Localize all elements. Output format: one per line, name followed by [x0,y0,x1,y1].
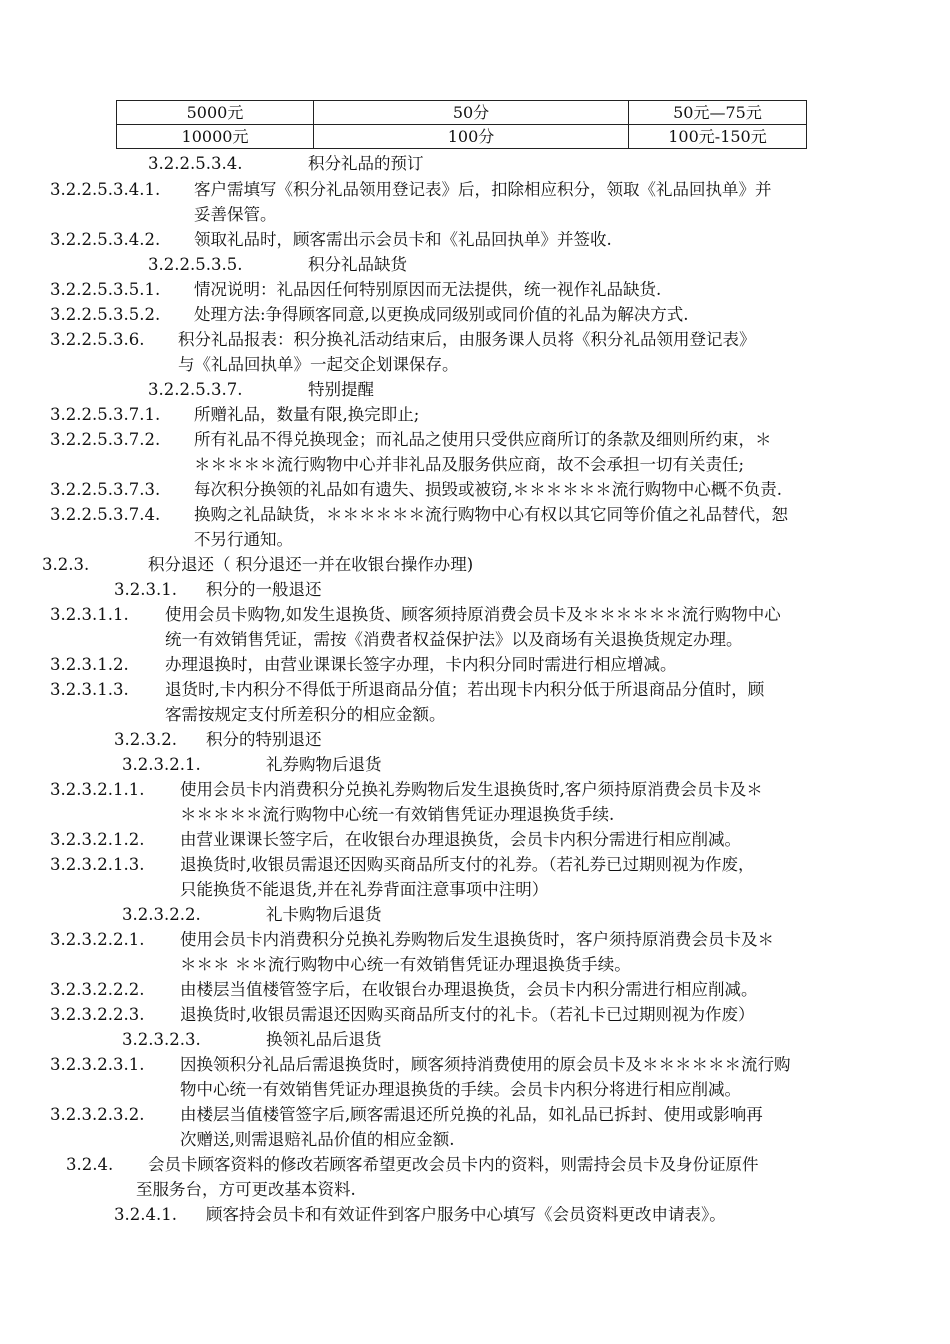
item-text: 由楼层当值楼管签字后,顾客需退还所兑换的礼品，如礼品已拆封、使用或影响再 [180,1105,763,1124]
item-number: 3.2.3.1.1. [50,605,129,624]
item-text: 每次积分换领的礼品如有遗失、损毁或被窃,＊＊＊＊＊＊流行购物中心概不负责. [194,480,782,499]
item-text: 退换货时,收银员需退还因购买商品所支付的礼券。（若礼券已过期则视为作废， [180,855,755,874]
item-number: 3.2.3.1.3. [50,680,129,699]
section-title: 积分礼品缺货 [308,255,407,274]
item-continuation: 只能换货不能退货,并在礼券背面注意事项中注明） [180,880,549,899]
item-number: 3.2.2.5.3.5.2. [50,305,161,324]
table-row [117,125,807,149]
item-number: 3.2.3.2.2.1. [50,930,145,949]
item-continuation: 统一有效销售凭证，需按《消费者权益保护法》以及商场有关退换货规定办理。 [165,630,743,649]
item-continuation: ＊＊＊ ＊＊流行购物中心统一有效销售凭证办理退换货手续。 [180,955,631,974]
section-title: 特别提醒 [308,380,374,399]
item-text: 退换货时,收银员需退还因购买商品所支付的礼卡。（若礼卡已过期则视为作废） [180,1005,755,1024]
section-number: 3.2.3.2. [114,730,177,749]
item-number: 3.2.3.1.2. [50,655,129,674]
item-number: 3.2.3.2.1.3. [50,855,145,874]
item-text: 情况说明：礼品因任何特别原因而无法提供，统一视作礼品缺货. [194,280,662,299]
table-cell: 10000元 [117,125,314,149]
item-continuation: 物中心统一有效销售凭证办理退换货的手续。会员卡内积分将进行相应削减。 [180,1080,741,1099]
section-title: 礼卡购物后退货 [266,905,382,924]
table-cell: 50元—75元 [629,101,807,125]
section-number: 3.2.3. [42,555,90,574]
item-continuation: 客需按规定支付所差积分的相应金额。 [165,705,446,724]
item-number: 3.2.2.5.3.5.1. [50,280,161,299]
section-number: 3.2.3.2.2. [122,905,201,924]
item-text: 所有礼品不得兑换现金；而礼品之使用只受供应商所订的条款及细则所约束，＊ [194,430,772,449]
item-text: 所赠礼品，数量有限,换完即止; [194,405,420,424]
item-text: 处理方法:争得顾客同意,以更换成同级别或同价值的礼品为解决方式. [194,305,689,324]
item-continuation: 妥善保管。 [194,205,277,224]
section-title: 换领礼品后退货 [266,1030,382,1049]
item-text: 由楼层当值楼管签字后，在收银台办理退换货，会员卡内积分需进行相应削减。 [180,980,758,999]
item-continuation: ＊＊＊＊＊流行购物中心统一有效销售凭证办理退换货手续. [180,805,615,824]
item-number: 3.2.2.5.3.7.3. [50,480,161,499]
section-title: 顾客持会员卡和有效证件到客户服务中心填写《会员资料更改申请表》。 [206,1205,726,1224]
table-row [117,101,807,125]
section-title: 积分礼品的预订 [308,154,424,173]
item-number: 3.2.2.5.3.4.2. [50,230,161,249]
table-cell: 50分 [314,101,629,125]
table-cell: 100元-150元 [629,125,807,149]
item-text: 换购之礼品缺货，＊＊＊＊＊＊流行购物中心有权以其它同等价值之礼品替代，恕 [194,505,788,524]
item-number: 3.2.2.5.3.7.2. [50,430,161,449]
section-number: 3.2.4.1. [114,1205,177,1224]
item-number: 3.2.3.2.3.1. [50,1055,145,1074]
section-title: 会员卡顾客资料的修改若顾客希望更改会员卡内的资料，则需持会员卡及身份证原件 [148,1155,759,1174]
points-gift-table [116,100,807,149]
item-number: 3.2.2.5.3.7.1. [50,405,161,424]
section-number: 3.2.2.5.3.7. [148,380,243,399]
section-number: 3.2.2.5.3.5. [148,255,243,274]
item-continuation: 次赠送,则需退赔礼品价值的相应金额. [180,1130,455,1149]
section-number: 3.2.4. [66,1155,114,1174]
item-number: 3.2.3.2.2.2. [50,980,145,999]
item-text: 客户需填写《积分礼品领用登记表》后，扣除相应积分，领取《礼品回执单》并 [194,180,772,199]
item-number: 3.2.2.5.3.4.1. [50,180,161,199]
section-title: 积分的一般退还 [206,580,322,599]
item-text: 使用会员卡内消费积分兑换礼券购物后发生退换货时,客户须持原消费会员卡及＊ [180,780,763,799]
item-number: 3.2.2.5.3.6. [50,330,145,349]
section-title: 积分退还（ 积分退还一并在收银台操作办理) [148,555,474,574]
item-number: 3.2.2.5.3.7.4. [50,505,161,524]
section-title: 礼券购物后退货 [266,755,382,774]
item-text: 领取礼品时，顾客需出示会员卡和《礼品回执单》并签收. [194,230,612,249]
item-continuation: ＊＊＊＊＊流行购物中心并非礼品及服务供应商，故不会承担一切有关责任; [194,455,745,474]
item-continuation: 不另行通知。 [194,530,293,549]
item-number: 3.2.3.2.1.1. [50,780,145,799]
item-text: 由营业课课长签字后，在收银台办理退换货，会员卡内积分需进行相应削减。 [180,830,741,849]
section-number: 3.2.3.1. [114,580,177,599]
section-title: 积分的特别退还 [206,730,322,749]
item-text: 退货时,卡内积分不得低于所退商品分值；若出现卡内积分低于所退商品分值时，顾 [165,680,765,699]
item-text: 因换领积分礼品后需退换货时，顾客须持消费使用的原会员卡及＊＊＊＊＊＊流行购 [180,1055,791,1074]
item-text: 办理退换时，由营业课课长签字办理，卡内积分同时需进行相应增减。 [165,655,677,674]
table-cell: 100分 [314,125,629,149]
item-number: 3.2.3.2.2.3. [50,1005,145,1024]
section-number: 3.2.3.2.1. [122,755,201,774]
item-text: 积分礼品报表：积分换礼活动结束后，由服务课人员将《积分礼品领用登记表》 [178,330,756,349]
item-number: 3.2.3.2.3.2. [50,1105,145,1124]
item-continuation: 至服务台，方可更改基本资料. [136,1180,356,1199]
section-number: 3.2.3.2.3. [122,1030,201,1049]
section-number: 3.2.2.5.3.4. [148,154,243,173]
table-cell: 5000元 [117,101,314,125]
item-text: 使用会员卡购物,如发生退换货、顾客须持原消费会员卡及＊＊＊＊＊＊流行购物中心 [165,605,781,624]
item-continuation: 与《礼品回执单》一起交企划课保存。 [178,355,459,374]
item-number: 3.2.3.2.1.2. [50,830,145,849]
item-text: 使用会员卡内消费积分兑换礼券购物后发生退换货时，客户须持原消费会员卡及＊ [180,930,774,949]
